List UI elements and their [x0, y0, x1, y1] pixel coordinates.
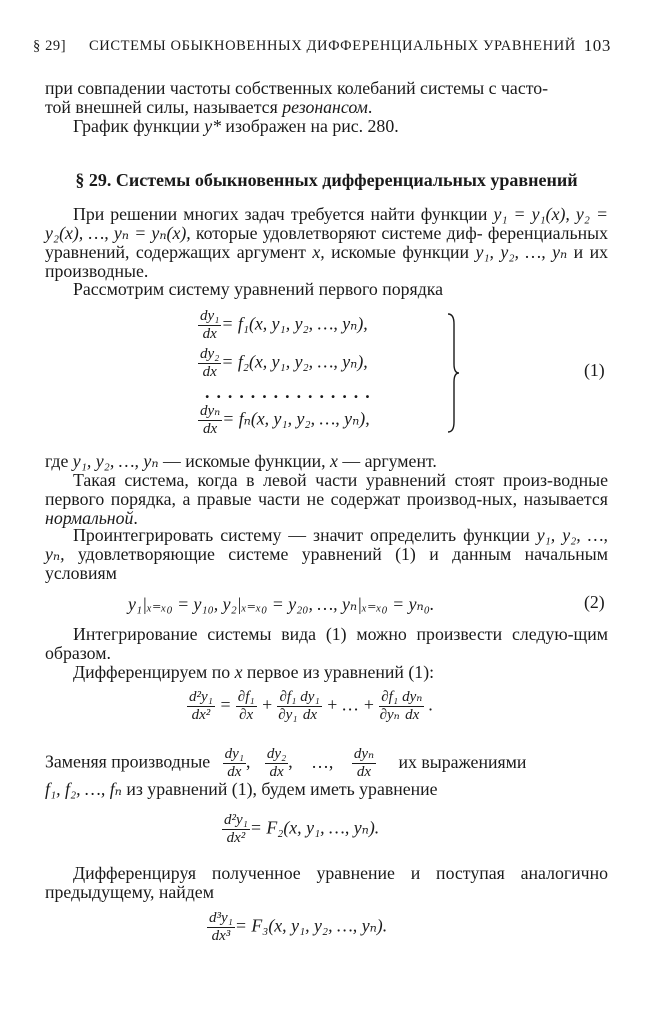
equation-2: y₁|ₓ₌ₓ₀ = y₁₀, y₂|ₓ₌ₓ₀ = y₂₀, …, yₙ|ₓ₌ₓ₀ = yₙ₀. [128, 594, 435, 614]
paragraph-2: Рассмотрим систему уравнений первого порядка [73, 279, 444, 299]
p1-math-a: y₁ = y₁(x), [493, 204, 570, 224]
p1-text-a: При решении многих задач требуется найти функции [73, 204, 494, 224]
section-heading: § 29. Системы обыкновенных дифференциальных уравнений [75, 170, 578, 190]
frac-num: d²y₁ [189, 689, 213, 705]
frac-den: dx [302, 707, 318, 723]
frac-den: ∂x [239, 707, 254, 723]
right-brace [446, 312, 460, 434]
p1-math-d: y₁, y₂, …, yₙ [475, 242, 568, 262]
frac-den: ∂yₙ [379, 707, 400, 723]
p4-text-a: Проинтегрировать систему — значит определить функции [73, 525, 537, 545]
equation-3 [187, 689, 433, 724]
system-dots: ............... [205, 382, 377, 402]
fraction [223, 746, 246, 781]
fraction [400, 689, 424, 724]
p1-text-e: функции [402, 242, 476, 262]
running-header [33, 38, 611, 60]
fraction [265, 746, 288, 781]
paragraph-5: Интегрирование системы вида (1) можно произвести следую-щим образом. [45, 624, 608, 663]
fraction [352, 746, 376, 781]
frac-den: dx² [191, 707, 211, 723]
frac-num: d³y₁ [209, 910, 233, 926]
frac-den: dx [405, 707, 420, 723]
intro-line-2-end: . [367, 97, 373, 117]
frac-num: dy₁ [300, 689, 320, 705]
rhs: = fₙ(x, y₁, y₂, …, yₙ), [222, 408, 370, 429]
rhs: = f₂(x, y₁, y₂, …, yₙ), [221, 351, 368, 372]
frac-num: ∂f₁ [237, 689, 255, 705]
graph-var: y* [204, 116, 221, 136]
plus-dots: + … + [326, 694, 375, 715]
frac-num: dy₂ [266, 746, 287, 762]
frac-den: dx² [226, 830, 246, 846]
frac-num: dyₙ [402, 689, 423, 705]
frac-num: dy₂ [200, 346, 220, 362]
fraction [298, 689, 321, 724]
where-b: — искомые функции, [158, 451, 330, 471]
paragraph-8: Дифференцируя полученное уравнение и поступая аналогично предыдущему, найдем [45, 863, 608, 902]
frac-num: dy₁ [200, 308, 220, 324]
header-section: § 29] [33, 38, 67, 54]
equation-4 [222, 812, 379, 847]
rhs: = f₁(x, y₁, y₂, …, yₙ), [221, 313, 368, 334]
where-x: x [330, 451, 338, 471]
frac-num: ∂f₁ [279, 689, 297, 705]
p7-math: f₁, f₂, …, fₙ [45, 779, 122, 799]
p7-text-c: из уравнений (1), будем иметь уравнение [121, 779, 438, 799]
where-c: — аргумент. [337, 451, 437, 471]
where-line [45, 452, 608, 471]
p4-math-a: y₁, [536, 525, 556, 545]
fraction [198, 308, 221, 343]
frac-den: dx [202, 326, 217, 342]
p1-text-d: искомые [324, 242, 396, 262]
p1-text-b: которые удовлетворяют системе диф- [190, 223, 483, 243]
p3-text: Такая система, когда в левой части уравнений стоят произ-водные первого порядка, а правые части не содержат производ-ных, называется [45, 470, 608, 509]
p6-math: x [234, 662, 243, 682]
equation-5 [207, 910, 387, 945]
intro-line-1: при совпадении частоты собственных колебаний системы с часто- [45, 78, 549, 98]
p1-text-f: и их производные. [45, 242, 608, 281]
frac-num: ∂f₁ [381, 689, 399, 705]
system-row-1 [198, 308, 368, 343]
equation-label-1: (1) [584, 360, 605, 380]
paragraph-3 [45, 471, 608, 528]
p6-text-b: первое из уравнений (1): [242, 662, 435, 682]
plus-sign: + [261, 694, 274, 715]
fraction [236, 689, 257, 724]
rhs: = F₂(x, y₁, …, yₙ). [249, 817, 380, 838]
p1-text-c: ференциальных уравнений, содержащих аргумент [45, 223, 608, 262]
system-row-2 [198, 346, 368, 381]
intro-line-2: той внешней силы, называется [45, 97, 283, 117]
frac-num: dy₁ [224, 746, 244, 762]
p6-text-a: Дифференцируем по [73, 662, 235, 682]
frac-num: dyₙ [200, 403, 221, 419]
frac-num: d²y₁ [224, 812, 248, 828]
paragraph-7-line-2 [45, 780, 608, 799]
fraction [198, 346, 221, 381]
fraction [207, 910, 235, 945]
paragraph-1 [45, 205, 608, 281]
paragraph-7-line-1: Заменяя производные $\frac{\text{dy₁}}{dx}$ , $\frac{\text{dy₂}}{dx}$ , …, $\frac{\text{dyₙ}}{dx}$ их выражениями [45, 746, 527, 780]
p7-text-a: Заменяя производные [45, 751, 211, 772]
graph-text-end: изображен на рис. 280. [220, 116, 399, 136]
frac-den: dx [356, 764, 372, 780]
fraction [187, 689, 215, 724]
term-resonance: резонансом [282, 97, 368, 117]
frac-den: ∂y₁ [278, 707, 298, 723]
p1-math-c: x, [312, 242, 325, 262]
paragraph-6 [45, 663, 608, 682]
fraction [222, 812, 250, 847]
frac-den: dx³ [211, 928, 231, 944]
p4-math-b: y₂, …, yₙ, [45, 525, 608, 564]
equation-label-2: (2) [584, 592, 605, 612]
page-number: 103 [583, 36, 611, 55]
intro-paragraph [45, 79, 608, 117]
fraction [198, 403, 222, 438]
equals-sign: = [219, 694, 232, 715]
header-title: СИСТЕМЫ ОБЫКНОВЕННЫХ ДИФФЕРЕНЦИАЛЬНЫХ УРАВНЕНИЙ [89, 38, 576, 54]
p3-end: . [133, 508, 138, 528]
graph-sentence [45, 117, 608, 136]
p1-math-b: y₂ = y₂(x), …, yₙ = yₙ(x), [45, 204, 608, 243]
fraction [379, 689, 400, 724]
p7-dots: …, [311, 751, 334, 772]
frac-num: dyₙ [353, 746, 375, 762]
where-a: где [45, 451, 73, 471]
fraction [277, 689, 298, 724]
frac-den: dx [203, 421, 218, 437]
graph-text: График функции [73, 116, 205, 136]
system-row-n [198, 403, 370, 438]
p7-text-b: их выражениями [398, 751, 527, 772]
paragraph-4 [45, 526, 608, 583]
p4-text-b: удовлетворяющие системе уравнений (1) и данным начальным условиям [45, 544, 608, 583]
where-math: y₁, y₂, …, yₙ [72, 451, 159, 471]
frac-den: dx [227, 764, 242, 780]
frac-den: dx [269, 764, 284, 780]
term-normal: нормальной [45, 508, 134, 528]
period: . [428, 694, 434, 715]
frac-den: dx [202, 364, 217, 380]
rhs: = F₃(x, y₁, y₂, …, yₙ). [234, 915, 388, 936]
